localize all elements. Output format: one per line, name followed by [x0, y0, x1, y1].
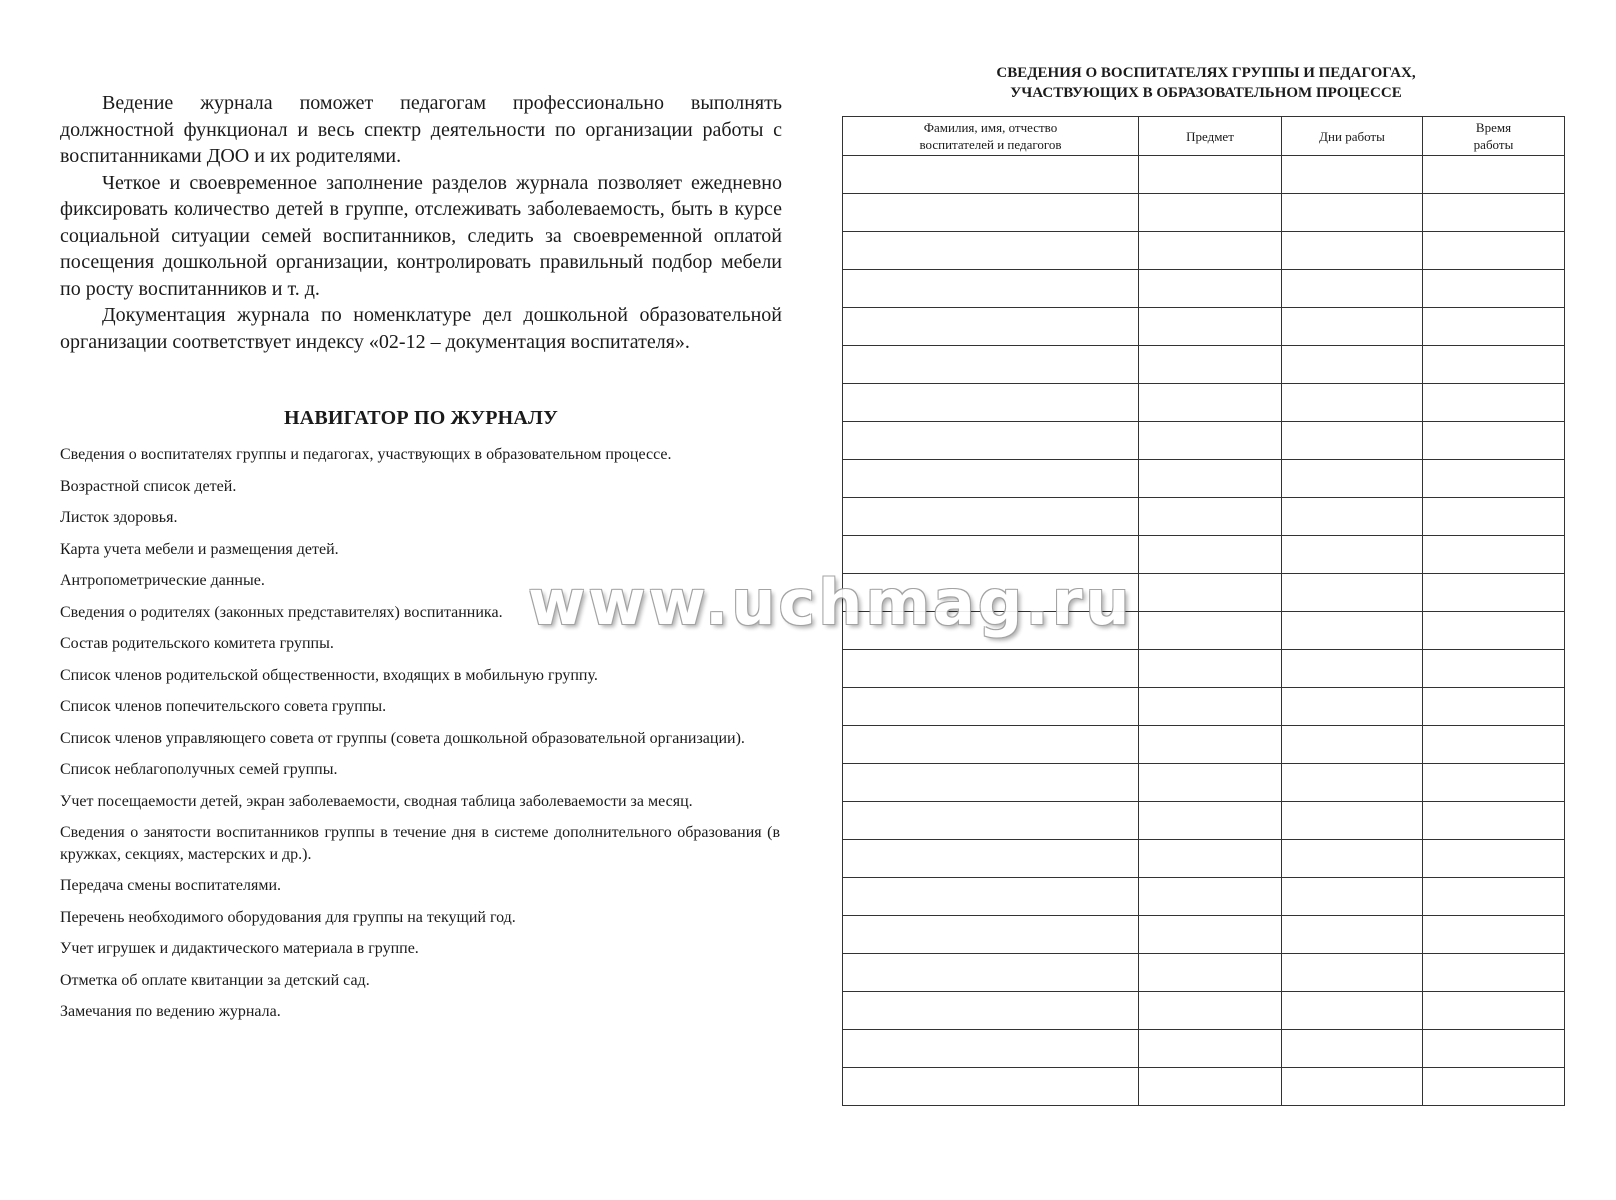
- intro-paragraph: Документация журнала по номенклатуре дел дошкольной образовательной организации соответствует индексу «02-12 – документация воспитателя».: [60, 304, 782, 353]
- cell-time[interactable]: [1423, 156, 1565, 194]
- cell-subject[interactable]: [1139, 840, 1282, 878]
- cell-days[interactable]: [1282, 460, 1423, 498]
- cell-subject[interactable]: [1139, 916, 1282, 954]
- navigator-item: Антропометрические данные.: [60, 572, 265, 589]
- cell-name[interactable]: [843, 954, 1139, 992]
- cell-days[interactable]: [1282, 498, 1423, 536]
- cell-days[interactable]: [1282, 1068, 1423, 1106]
- cell-subject[interactable]: [1139, 726, 1282, 764]
- cell-subject[interactable]: [1139, 574, 1282, 612]
- cell-days[interactable]: [1282, 764, 1423, 802]
- cell-days[interactable]: [1282, 802, 1423, 840]
- navigator-item: Список членов управляющего совета от группы (совета дошкольной образовательной организации).: [60, 729, 745, 747]
- cell-time[interactable]: [1423, 840, 1565, 878]
- table-row: [843, 726, 1565, 764]
- table-header-row: [843, 117, 1565, 156]
- navigator-item: Замечания по ведению журнала.: [60, 1003, 281, 1020]
- intro-paragraph: Ведение журнала поможет педагогам профессионально выполнять должностной функционал и весь спектр деятельности по организации работы с воспитанниками ДОО и их родителями.: [60, 92, 782, 167]
- cell-time[interactable]: [1423, 384, 1565, 422]
- header-time-line: Время: [1475, 120, 1512, 135]
- cell-subject[interactable]: [1139, 422, 1282, 460]
- cell-subject[interactable]: [1139, 346, 1282, 384]
- navigator-item: Список неблагополучных семей группы.: [60, 761, 338, 778]
- cell-time[interactable]: [1423, 270, 1565, 308]
- cell-name[interactable]: [843, 346, 1139, 384]
- navigator-title: НАВИГАТОР ПО ЖУРНАЛУ: [283, 407, 559, 429]
- table-row: [843, 346, 1565, 384]
- cell-subject[interactable]: [1139, 650, 1282, 688]
- cell-days[interactable]: [1282, 992, 1423, 1030]
- table-row: [843, 270, 1565, 308]
- cell-name[interactable]: [843, 764, 1139, 802]
- cell-subject[interactable]: [1139, 460, 1282, 498]
- cell-subject[interactable]: [1139, 764, 1282, 802]
- cell-days[interactable]: [1282, 878, 1423, 916]
- cell-name[interactable]: [843, 270, 1139, 308]
- cell-subject[interactable]: [1139, 802, 1282, 840]
- cell-days[interactable]: [1282, 232, 1423, 270]
- cell-days[interactable]: [1282, 612, 1423, 650]
- cell-name[interactable]: [843, 650, 1139, 688]
- cell-name[interactable]: [843, 916, 1139, 954]
- cell-days[interactable]: [1282, 308, 1423, 346]
- cell-subject[interactable]: [1139, 536, 1282, 574]
- navigator-item: Перечень необходимого оборудования для группы на текущий год.: [60, 908, 516, 926]
- table-row: [843, 498, 1565, 536]
- table-row: [843, 384, 1565, 422]
- cell-days[interactable]: [1282, 840, 1423, 878]
- cell-time[interactable]: [1423, 346, 1565, 384]
- cell-time[interactable]: [1423, 536, 1565, 574]
- navigator-item: Сведения о родителях (законных представителях) воспитанника.: [60, 603, 503, 621]
- cell-subject[interactable]: [1139, 1068, 1282, 1106]
- intro-paragraph: Четкое и своевременное заполнение разделов журнала позволяет ежедневно фиксировать количество детей в группе, отслеживать заболеваемость, быть в курсе социальной ситуации семей воспитанников, следить за своевременной оплатой посещения дошкольной организации, контролировать правильный подбор мебели по росту воспитанников и т. д.: [60, 171, 782, 300]
- header-name-line: воспитателей и педагогов: [919, 137, 1062, 152]
- header-time: [1423, 117, 1565, 156]
- cell-name[interactable]: [843, 308, 1139, 346]
- cell-time[interactable]: [1423, 422, 1565, 460]
- cell-name[interactable]: [843, 802, 1139, 840]
- cell-time[interactable]: [1423, 802, 1565, 840]
- table-row: [843, 840, 1565, 878]
- cell-time[interactable]: [1423, 498, 1565, 536]
- cell-time[interactable]: [1423, 916, 1565, 954]
- table-title-line: УЧАСТВУЮЩИХ В ОБРАЗОВАТЕЛЬНОМ ПРОЦЕССЕ: [1010, 85, 1402, 101]
- header-days: Дни работы: [1282, 117, 1423, 156]
- cell-name[interactable]: [843, 1030, 1139, 1068]
- navigator-item: Сведения о воспитателях группы и педагогах, участвующих в образовательном процессе.: [60, 446, 672, 463]
- navigator-item: Отметка об оплате квитанции за детский сад.: [60, 971, 370, 989]
- cell-days[interactable]: [1282, 384, 1423, 422]
- cell-time[interactable]: [1423, 612, 1565, 650]
- cell-days[interactable]: [1282, 270, 1423, 308]
- cell-time[interactable]: [1423, 1030, 1565, 1068]
- cell-subject[interactable]: [1139, 1030, 1282, 1068]
- intro-text: [60, 90, 782, 355]
- cell-time[interactable]: [1423, 308, 1565, 346]
- cell-name[interactable]: [843, 156, 1139, 194]
- table-row: [843, 422, 1565, 460]
- cell-time[interactable]: [1423, 954, 1565, 992]
- cell-time[interactable]: [1423, 764, 1565, 802]
- header-time-line: работы: [1473, 137, 1514, 152]
- cell-days[interactable]: [1282, 688, 1423, 726]
- header-subject: Предмет: [1139, 117, 1282, 156]
- table-title-line: СВЕДЕНИЯ О ВОСПИТАТЕЛЯХ ГРУППЫ И ПЕДАГОГАХ,: [996, 65, 1416, 81]
- table-row: [843, 992, 1565, 1030]
- table-row: [843, 650, 1565, 688]
- cell-time[interactable]: [1423, 992, 1565, 1030]
- cell-time[interactable]: [1423, 460, 1565, 498]
- table-row: [843, 460, 1565, 498]
- navigator-item: Список членов попечительского совета группы.: [60, 698, 387, 715]
- table-row: [843, 1068, 1565, 1106]
- cell-subject[interactable]: [1139, 384, 1282, 422]
- cell-days[interactable]: [1282, 156, 1423, 194]
- cell-days[interactable]: [1282, 726, 1423, 764]
- cell-name[interactable]: [843, 878, 1139, 916]
- cell-time[interactable]: [1423, 1068, 1565, 1106]
- cell-subject[interactable]: [1139, 992, 1282, 1030]
- table-row: [843, 308, 1565, 346]
- cell-time[interactable]: [1423, 232, 1565, 270]
- header-name-line: Фамилия, имя, отчество: [923, 120, 1058, 135]
- cell-time[interactable]: [1423, 574, 1565, 612]
- cell-subject[interactable]: [1139, 308, 1282, 346]
- navigator-item: Возрастной список детей.: [60, 477, 237, 495]
- cell-subject[interactable]: [1139, 612, 1282, 650]
- cell-days[interactable]: [1282, 194, 1423, 232]
- cell-subject[interactable]: [1139, 878, 1282, 916]
- table-row: [843, 802, 1565, 840]
- table-row: [843, 688, 1565, 726]
- cell-subject[interactable]: [1139, 498, 1282, 536]
- table-row: [843, 232, 1565, 270]
- cell-days[interactable]: [1282, 650, 1423, 688]
- table-row: [843, 878, 1565, 916]
- table-row: [843, 954, 1565, 992]
- table-row: [843, 916, 1565, 954]
- cell-name[interactable]: [843, 460, 1139, 498]
- navigator-item: Состав родительского комитета группы.: [60, 635, 334, 652]
- cell-days[interactable]: [1282, 954, 1423, 992]
- cell-name[interactable]: [843, 384, 1139, 422]
- cell-subject[interactable]: [1139, 270, 1282, 308]
- navigator-list: [60, 444, 780, 1033]
- cell-name[interactable]: [843, 422, 1139, 460]
- table-row: [843, 194, 1565, 232]
- cell-days[interactable]: [1282, 346, 1423, 384]
- cell-time[interactable]: [1423, 650, 1565, 688]
- cell-subject[interactable]: [1139, 194, 1282, 232]
- cell-days[interactable]: [1282, 536, 1423, 574]
- cell-name[interactable]: [843, 498, 1139, 536]
- cell-name[interactable]: [843, 688, 1139, 726]
- cell-days[interactable]: [1282, 1030, 1423, 1068]
- navigator-item: Листок здоровья.: [60, 509, 178, 526]
- navigator-item: Передача смены воспитателями.: [60, 877, 282, 894]
- cell-subject[interactable]: [1139, 688, 1282, 726]
- table-row: [843, 764, 1565, 802]
- navigator-item: Карта учета мебели и размещения детей.: [60, 540, 339, 558]
- cell-name[interactable]: [843, 840, 1139, 878]
- cell-subject[interactable]: [1139, 954, 1282, 992]
- cell-days[interactable]: [1282, 916, 1423, 954]
- navigator-item: Список членов родительской общественности, входящих в мобильную группу.: [60, 666, 598, 684]
- table-title: [842, 63, 1570, 103]
- table-row: [843, 1030, 1565, 1068]
- cell-time[interactable]: [1423, 878, 1565, 916]
- table-row: [843, 156, 1565, 194]
- cell-name[interactable]: [843, 232, 1139, 270]
- cell-time[interactable]: [1423, 194, 1565, 232]
- cell-subject[interactable]: [1139, 232, 1282, 270]
- navigator-item: Сведения о занятости воспитанников группы в течение дня в системе дополнительного образования (в кружках, секциях, мастерских и др.).: [60, 824, 780, 863]
- cell-name[interactable]: [843, 194, 1139, 232]
- cell-name[interactable]: [843, 992, 1139, 1030]
- cell-time[interactable]: [1423, 726, 1565, 764]
- cell-time[interactable]: [1423, 688, 1565, 726]
- cell-days[interactable]: [1282, 574, 1423, 612]
- cell-days[interactable]: [1282, 422, 1423, 460]
- watermark: www.uchmag.ru: [528, 566, 1133, 639]
- navigator-item: Учет посещаемости детей, экран заболеваемости, сводная таблица заболеваемости за месяц.: [60, 792, 693, 810]
- navigator-item: Учет игрушек и дидактического материала в группе.: [60, 940, 419, 957]
- header-name: [843, 117, 1139, 156]
- cell-subject[interactable]: [1139, 156, 1282, 194]
- cell-name[interactable]: [843, 1068, 1139, 1106]
- cell-name[interactable]: [843, 726, 1139, 764]
